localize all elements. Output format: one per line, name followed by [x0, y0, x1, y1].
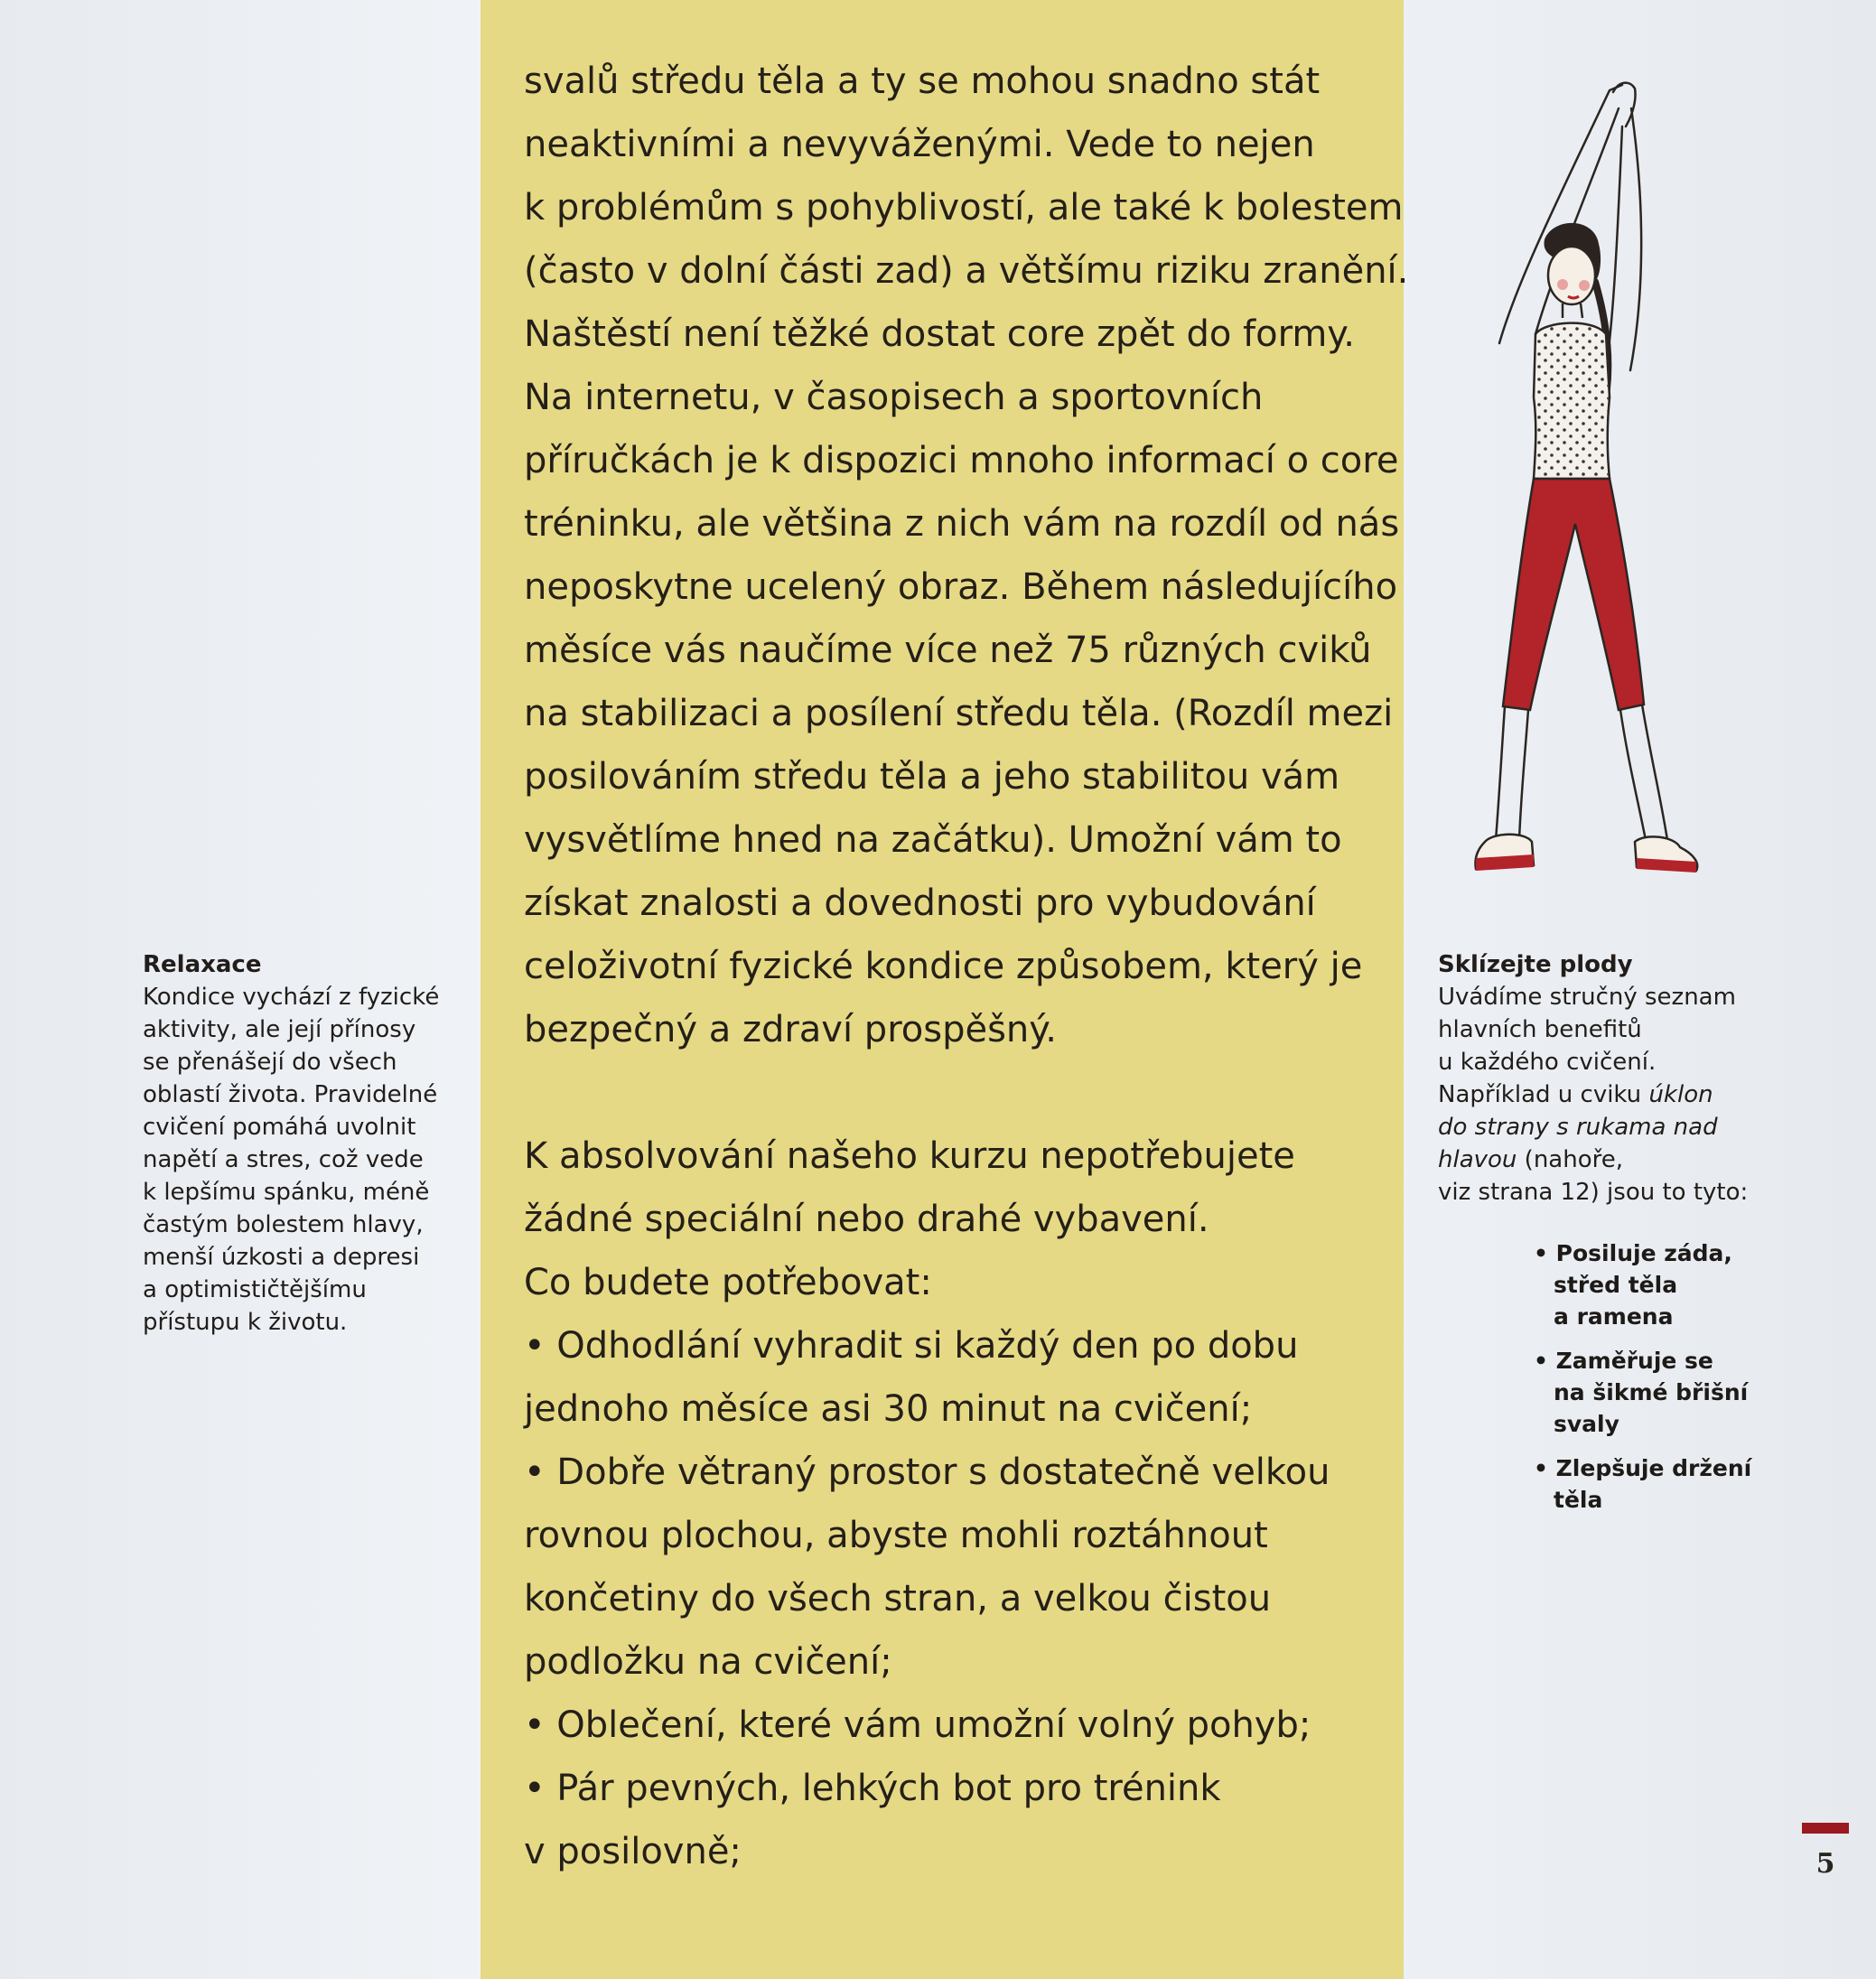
- main-line: měsíce vás naučíme více než 75 různých cviků: [524, 630, 1372, 671]
- benefit-line: na šikmé břišní: [1554, 1379, 1749, 1405]
- main-line: (často v dolní části zad) a většímu riziku zranění.: [524, 250, 1409, 292]
- main-line: K absolvování našeho kurzu nepotřebujete: [524, 1135, 1295, 1177]
- sidebar-note-title: Relaxace: [143, 951, 262, 978]
- main-line: • Oblečení, které vám umožní volný pohyb;: [524, 1704, 1311, 1746]
- benefit-line: • Zaměřuje se: [1534, 1348, 1713, 1374]
- main-line: v posilovně;: [524, 1831, 742, 1872]
- benefit-line: • Posiluje záda,: [1534, 1240, 1732, 1266]
- page-number: 5: [1815, 1848, 1835, 1880]
- sidebar-note-line: k lepšímu spánku, méně: [143, 1179, 430, 1206]
- sidebar-note-line: aktivity, ale její přínosy: [143, 1016, 416, 1043]
- sidebar-note-line: cvičení pomáhá uvolnit: [143, 1114, 416, 1141]
- main-line: neaktivními a nevyváženými. Vede to nejen: [524, 124, 1315, 165]
- page-number-accent-bar: [1802, 1823, 1849, 1834]
- sidebar-note-line: viz strana 12) jsou to tyto:: [1438, 1179, 1749, 1206]
- sidebar-note-line: oblastí života. Pravidelné: [143, 1081, 438, 1108]
- main-line: rovnou plochou, abyste mohli roztáhnout: [524, 1515, 1268, 1556]
- main-line: • Odhodlání vyhradit si každý den po dobu: [524, 1325, 1299, 1367]
- sidebar-note-line: menší úzkosti a depresi: [143, 1244, 420, 1271]
- paragraph-gap: [524, 1061, 1391, 1125]
- sidebar-note-line: [1438, 1111, 1835, 1144]
- sidebar-note-text: (nahoře,: [1517, 1146, 1624, 1173]
- sidebar-note-line: a optimističtějšímu: [143, 1276, 367, 1303]
- main-line: Na internetu, v časopisech a sportovních: [524, 377, 1264, 418]
- main-line: tréninku, ale většina z nich vám na rozdíl od nás: [524, 503, 1400, 545]
- sidebar-note-line: u každého cvičení.: [1438, 1049, 1657, 1076]
- main-line: podložku na cvičení;: [524, 1641, 892, 1683]
- main-line: končetiny do všech stran, a velkou čistou: [524, 1578, 1272, 1620]
- benefit-line: svaly: [1554, 1411, 1619, 1437]
- side-bend-exercise-illustration: [1409, 72, 1716, 912]
- benefit-item: [1534, 1345, 1841, 1440]
- exercise-name-italic: hlavou: [1438, 1146, 1517, 1173]
- main-line: příručkách je k dispozici mnoho informací o core: [524, 440, 1399, 481]
- benefit-line: a ramena: [1554, 1303, 1674, 1330]
- sidebar-note-line: [1438, 1078, 1835, 1111]
- main-line: jednoho měsíce asi 30 minut na cvičení;: [524, 1388, 1253, 1430]
- main-line: vysvětlíme hned na začátku). Umožní vám to: [524, 819, 1342, 861]
- main-line: neposkytne ucelený obraz. Během následujícího: [524, 566, 1398, 608]
- benefits-list: [1534, 1237, 1841, 1528]
- main-line: Naštěstí není těžké dostat core zpět do formy.: [524, 313, 1355, 355]
- main-line: • Pár pevných, lehkých bot pro trénink: [524, 1768, 1221, 1809]
- sidebar-note-line: [1438, 1144, 1835, 1176]
- main-line: na stabilizaci a posílení středu těla. (Rozdíl mezi: [524, 693, 1394, 734]
- sidebar-note-line: přístupu k životu.: [143, 1309, 348, 1336]
- main-line: k problémům s pohyblivostí, ale také k bolestem: [524, 187, 1404, 229]
- main-line: posilováním středu těla a jeho stabilitou vám: [524, 756, 1340, 798]
- main-line: celoživotní fyzické kondice způsobem, který je: [524, 946, 1363, 987]
- sidebar-note-text: Například u cviku: [1438, 1081, 1649, 1108]
- main-line: bezpečný a zdraví prospěšný.: [524, 1009, 1057, 1050]
- main-line: Co budete potřebovat:: [524, 1262, 932, 1303]
- benefit-item: [1534, 1237, 1841, 1332]
- benefit-line: • Zlepšuje držení: [1534, 1455, 1752, 1481]
- main-line: získat znalosti a dovednosti pro vybudování: [524, 882, 1316, 924]
- main-line: • Dobře větraný prostor s dostatečně velkou: [524, 1452, 1330, 1493]
- benefit-line: těla: [1554, 1487, 1603, 1513]
- sidebar-note-line: Kondice vychází z fyzické: [143, 984, 440, 1011]
- sidebar-note-line: Uvádíme stručný seznam: [1438, 984, 1736, 1011]
- sidebar-note-relaxation: [143, 948, 468, 1339]
- main-line: žádné speciální nebo drahé vybavení.: [524, 1199, 1209, 1240]
- benefit-item: [1534, 1452, 1841, 1516]
- exercise-name-italic: do strany s rukama nad: [1438, 1114, 1718, 1141]
- sidebar-note-line: hlavních benefitů: [1438, 1016, 1642, 1043]
- sidebar-note-line: se přenášejí do všech: [143, 1049, 397, 1076]
- sidebar-note-line: napětí a stres, což vede: [143, 1146, 424, 1173]
- sidebar-note-title: Sklízejte plody: [1438, 951, 1633, 978]
- sidebar-note-benefits: [1438, 948, 1835, 1209]
- benefit-line: střed těla: [1554, 1272, 1678, 1298]
- exercise-name-italic: úklon: [1648, 1081, 1713, 1108]
- main-text: [524, 50, 1409, 1883]
- main-line: svalů středu těla a ty se mohou snadno stát: [524, 61, 1321, 102]
- sidebar-note-line: častým bolestem hlavy,: [143, 1211, 424, 1238]
